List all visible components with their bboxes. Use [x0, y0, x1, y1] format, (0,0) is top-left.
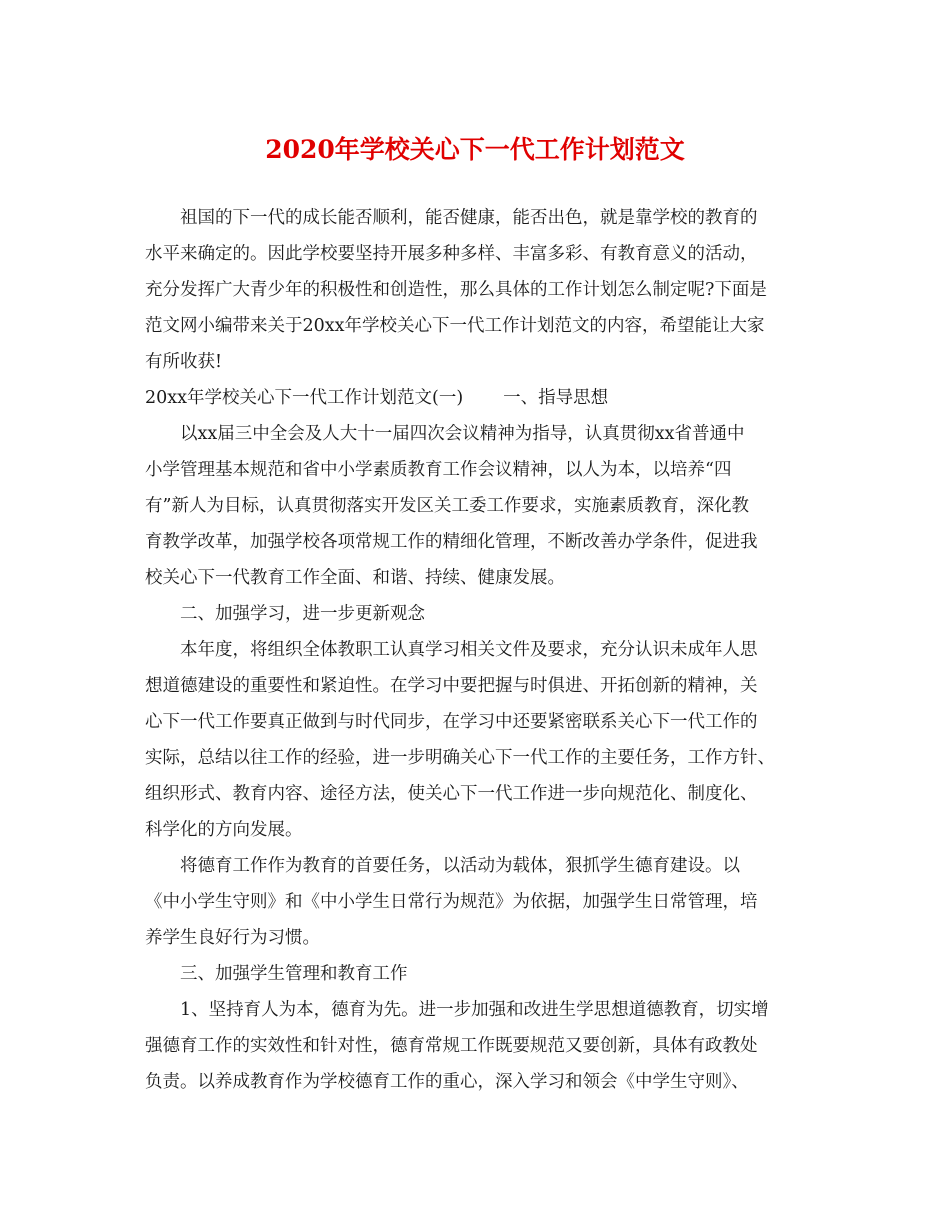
paragraph-line: 想道德建设的重要性和紧迫性。在学习中要把握与时俱进、开拓创新的精神，关	[145, 676, 758, 696]
section-heading: 一、指导思想	[503, 388, 609, 408]
paragraph-line: 本年度，将组织全体教职工认真学习相关文件及要求，充分认识未成年人思	[180, 640, 758, 660]
paragraph-line: 强德育工作的实效性和针对性，德育常规工作既要规范又要创新，具体有政教处	[145, 1036, 758, 1056]
paragraph-line: 心下一代工作要真正做到与时代同步，在学习中还要紧密联系关心下一代工作的	[145, 712, 758, 732]
paragraph-line: 祖国的下一代的成长能否顺利，能否健康，能否出色，就是靠学校的教育的	[180, 208, 758, 228]
paragraph-line: 将德育工作作为教育的首要任务，以活动为载体，狠抓学生德育建设。以	[180, 856, 740, 876]
section-heading: 二、加强学习，进一步更新观念	[180, 604, 425, 624]
paragraph-line: 有所收获!	[145, 352, 223, 372]
paragraph-line: 养学生良好行为习惯。	[145, 928, 320, 948]
paragraph-line: 以xx届三中全会及人大十一届四次会议精神为指导，认真贯彻xx省普通中	[180, 424, 745, 444]
paragraph-line: 实际，总结以往工作的经验，进一步明确关心下一代工作的主要任务，工作方针、	[145, 748, 775, 768]
paragraph-line: 组织形式、教育内容、途径方法，使关心下一代工作进一步向规范化、制度化、	[145, 784, 758, 804]
paragraph-line: 1、坚持育人为本，德育为先。进一步加强和改进生学思想道德教育，切实增	[180, 1000, 769, 1020]
paragraph-line: 校关心下一代教育工作全面、和谐、持续、健康发展。	[145, 568, 565, 588]
section-heading: 三、加强学生管理和教育工作	[180, 964, 408, 984]
paragraph-line: 范文网小编带来关于20xx年学校关心下一代工作计划范文的内容，希望能让大家	[145, 316, 765, 336]
document-body	[145, 200, 805, 1100]
paragraph-line: 《中小学生守则》和《中小学生日常行为规范》为依据，加强学生日常管理，培	[145, 892, 758, 912]
paragraph-line: 负责。以养成教育作为学校德育工作的重心，深入学习和领会《中学生守则》、	[145, 1072, 749, 1092]
paragraph-line: 充分发挥广大青少年的积极性和创造性，那么具体的工作计划怎么制定呢?下面是	[145, 280, 767, 300]
sample-heading: 20xx年学校关心下一代工作计划范文(一)	[145, 388, 464, 408]
paragraph-line: 育教学改革，加强学校各项常规工作的精细化管理，不断改善办学条件，促进我	[145, 532, 758, 552]
paragraph-line: 科学化的方向发展。	[145, 820, 303, 840]
section-heading-line	[145, 380, 805, 416]
paragraph-line: 水平来确定的。因此学校要坚持开展多种多样、丰富多彩、有教育意义的活动，	[145, 244, 758, 264]
document-title: 2020年学校关心下一代工作计划范文	[265, 135, 685, 164]
paragraph-line: 有”新人为目标，认真贯彻落实开发区关工委工作要求，实施素质教育，深化教	[145, 496, 749, 516]
paragraph-line: 小学管理基本规范和省中小学素质教育工作会议精神，以人为本，以培养“四	[145, 460, 732, 480]
